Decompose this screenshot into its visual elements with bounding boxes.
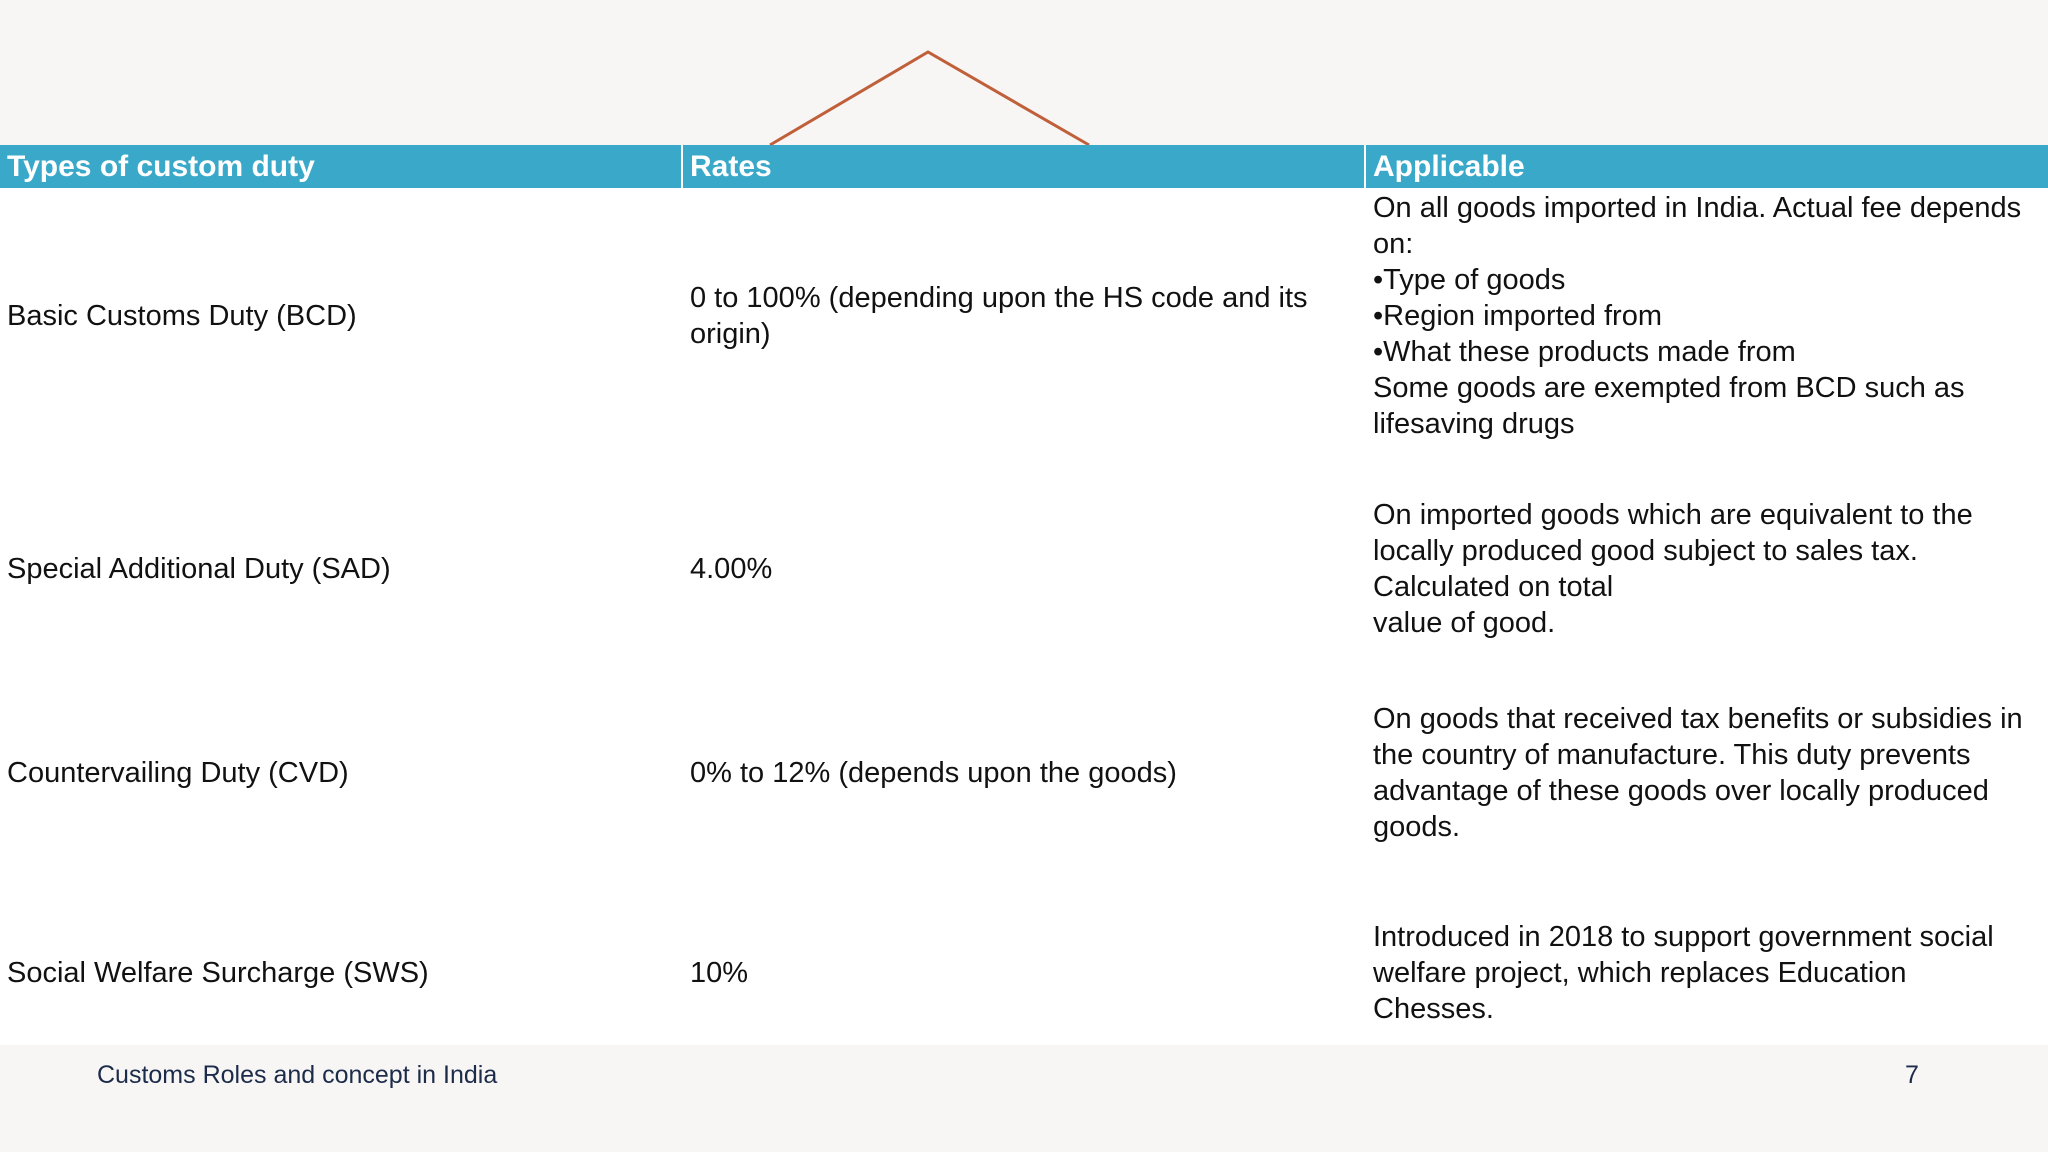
rate-line: origin) bbox=[690, 318, 771, 350]
duty-type: Special Additional Duty (SAD) bbox=[7, 553, 391, 585]
duty-rate bbox=[683, 490, 1366, 648]
applicable-line: on: bbox=[1373, 228, 1414, 260]
applicable-line: On goods that received tax benefits or subsidies in bbox=[1373, 703, 2023, 735]
duty-type: Countervailing Duty (CVD) bbox=[7, 757, 349, 789]
applicable-line: On imported goods which are equivalent to the bbox=[1373, 499, 1973, 531]
duty-type: Basic Customs Duty (BCD) bbox=[7, 300, 357, 332]
duty-applicable bbox=[1366, 912, 2048, 1034]
table-row bbox=[0, 192, 2048, 440]
rate-line: 10% bbox=[690, 957, 749, 989]
applicable-line: value of good. bbox=[1373, 607, 1556, 639]
rate-line: 0% to 12% (depends upon the goods) bbox=[690, 757, 1177, 789]
rate-line: 4.00% bbox=[690, 553, 773, 585]
duty-applicable bbox=[1366, 192, 2048, 440]
roof-line-icon bbox=[770, 52, 1089, 145]
header-types: Types of custom duty bbox=[0, 145, 681, 188]
duty-rate bbox=[683, 912, 1366, 1034]
applicable-line: Chesses. bbox=[1373, 993, 1494, 1025]
applicable-line: On all goods imported in India. Actual fee depends bbox=[1373, 192, 2022, 224]
applicable-line: welfare project, which replaces Education bbox=[1373, 957, 1907, 989]
applicable-line: the country of manufacture. This duty prevents bbox=[1373, 739, 1971, 771]
applicable-line: Calculated on total bbox=[1373, 571, 1614, 603]
duty-applicable bbox=[1366, 490, 2048, 648]
table-header bbox=[0, 145, 2048, 188]
applicable-line: •Type of goods bbox=[1373, 264, 1566, 296]
table-row bbox=[0, 912, 2048, 1034]
applicable-line: lifesaving drugs bbox=[1373, 408, 1575, 440]
roof-decoration bbox=[0, 0, 2048, 150]
applicable-line: locally produced good subject to sales tax. bbox=[1373, 535, 1918, 567]
custom-duty-table bbox=[0, 145, 2048, 1045]
header-rates: Rates bbox=[683, 145, 1364, 188]
applicable-line: •Region imported from bbox=[1373, 300, 1662, 332]
applicable-line: Introduced in 2018 to support government social bbox=[1373, 921, 1994, 953]
footer-title: Customs Roles and concept in India bbox=[97, 1061, 498, 1089]
table-row bbox=[0, 490, 2048, 648]
duty-rate bbox=[683, 694, 1366, 852]
header-applicable: Applicable bbox=[1366, 145, 2048, 188]
duty-applicable bbox=[1366, 694, 2048, 852]
rate-line: 0 to 100% (depending upon the HS code and its bbox=[690, 282, 1308, 314]
duty-rate bbox=[683, 197, 1366, 435]
duty-type: Social Welfare Surcharge (SWS) bbox=[7, 957, 429, 989]
applicable-line: advantage of these goods over locally produced bbox=[1373, 775, 1989, 807]
applicable-line: Some goods are exempted from BCD such as bbox=[1373, 372, 1965, 404]
applicable-line: goods. bbox=[1373, 811, 1461, 843]
table-row bbox=[0, 694, 2048, 852]
page-number: 7 bbox=[1905, 1061, 1919, 1089]
applicable-line: •What these products made from bbox=[1373, 336, 1796, 368]
